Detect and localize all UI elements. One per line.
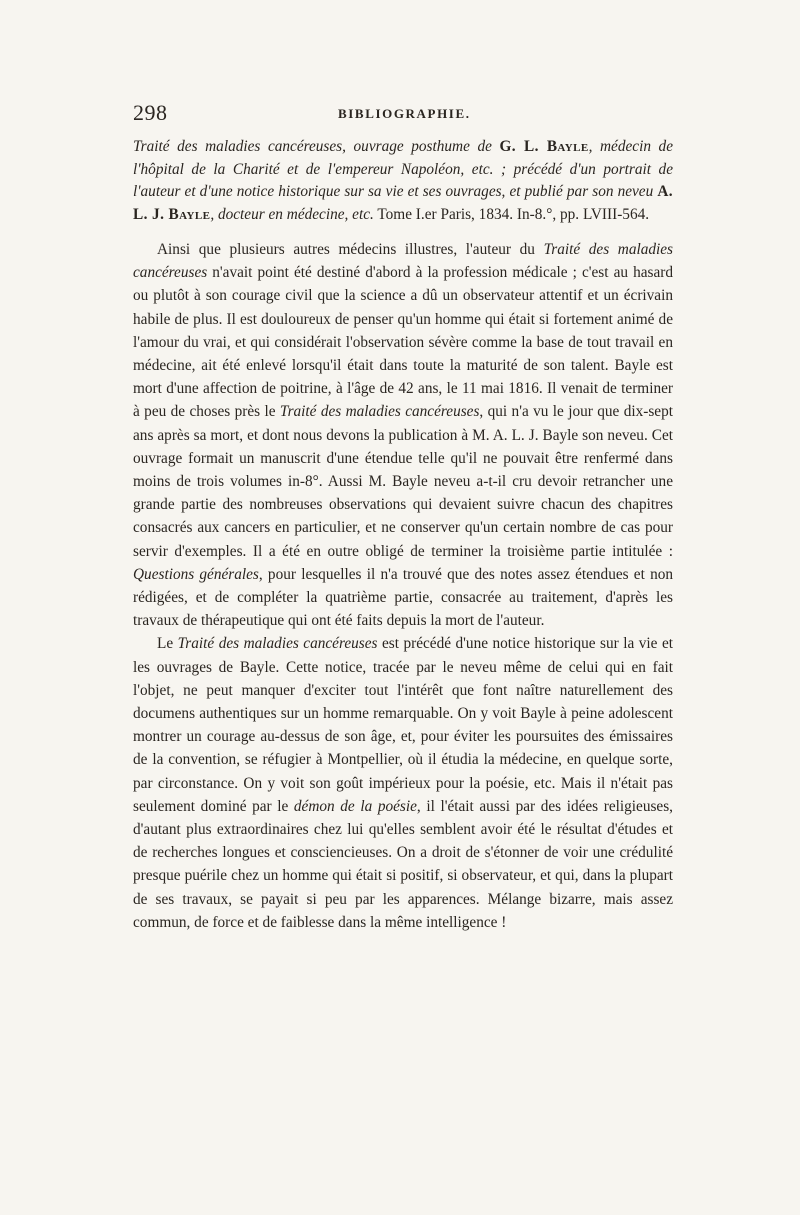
citation-title: Traité des maladies cancéreuses xyxy=(133,138,343,155)
p2-italic-2: démon de la poésie xyxy=(293,797,417,815)
p2-text-2: est précédé d'une notice historique sur la vie et les ouvrages de Bayle. Cette notice, tracée par le neveu même de celui qui en fait l'objet, ne peut manquer d'exciter tout l'intérêt que font naître naturellement des documens authentiques sur un homme remarquable. On y voit Bayle à peine adolescent montrer un courage au-dessus de son âge, et, pour éviter les poursuites des émissaires de la convention, se réfugier à Montpellier, où il étudia la médecine, en quelque sorte, par circonstance. On y voit son goût impérieux pour la poésie, etc. Mais il n'était pas seulement dominé par le xyxy=(133,635,674,815)
p2-italic-1: Traité des maladies cancéreuses xyxy=(177,635,378,653)
p1-text-1: Ainsi que plusieurs autres médecins illustres, l'auteur du xyxy=(157,241,544,258)
citation-text-2: , médecin de l'hôpital de la Charité et de l'empereur Napoléon, etc. ; précédé d'un portrait de l'auteur et d'une notice historique sur sa vie et ses ouvrages, et publié par son neveu xyxy=(133,138,673,200)
page-header xyxy=(133,100,673,136)
citation-author: G. L. Bayle xyxy=(499,138,589,155)
citation-text-3: , docteur en médecine, etc. xyxy=(210,205,374,223)
p1-italic-1: Traité des maladies cancéreuses xyxy=(133,241,674,282)
bibliographic-citation xyxy=(133,136,673,226)
running-head: BIBLIOGRAPHIE. xyxy=(338,106,471,121)
p1-italic-2: Traité des maladies cancéreuses xyxy=(279,403,480,421)
p1-text-3: , qui n'a vu le jour que dix-sept ans après sa mort, et dont nous devons la publication à M. A. L. J. Bayle son neveu. Cet ouvrage formait un manuscrit d'une étendue telle qu'il ne pouvait être renfermé dans moins de trois volumes in-8°. Aussi M. Bayle neveu a-t-il cru devoir retrancher une grande partie des nombreuses observations qui devaient suivre chacun des chapitres consacrés aux cancers en particulier, et ne conserver qu'un certain nombre de cas pour servir d'exemples. Il a été en outre obligé de terminer la troisième partie intitulée : xyxy=(133,403,673,560)
citation-imprint: Tome I.er Paris, 1834. In-8.°, pp. LVIII-564. xyxy=(373,205,650,223)
p2-text-3: , il l'était aussi par des idées religieuses, d'autant plus extraordinaires chez lui qu'elles semblent avoir été le résultat d'études et de recherches longues et consciencieuses. On a droit de s'étonner de voir une crédulité presque puérile chez un homme qui était si positif, si observateur, et qui, dans la plupart de ses travaux, se payait si peu par les apparences. Mélange bizarre, mais assez commun, de force et de faiblesse dans la même intelligence ! xyxy=(133,797,673,931)
page-number: 298 xyxy=(133,100,168,125)
p1-text-4: , pour lesquelles il n'a trouvé que des notes assez étendues et non rédigées, et de compléter la quatrième partie, consacrée au traitement, d'après les travaux de thérapeutique qui ont été faits depuis la mort de l'auteur. xyxy=(133,565,674,630)
body-paragraph-2 xyxy=(133,632,673,934)
body-paragraph-1 xyxy=(133,238,673,632)
book-page xyxy=(133,100,673,934)
citation-editor: A. L. J. Bayle xyxy=(133,183,673,223)
p2-text-1: Le xyxy=(157,635,178,653)
citation-text-1: , ouvrage posthume de xyxy=(342,138,500,155)
p1-italic-3: Questions générales xyxy=(133,565,259,583)
p1-text-2: n'avait point été destiné d'abord à la profession médicale ; c'est au hasard ou plutôt à son courage civil que la science a dû un observateur attentif et un écrivain habile de plus. Il est douloureux de penser qu'un homme qui était si fortement animé de l'amour du vrai, et qui considérait l'observation sévère comme la base de tout travail en médecine, ait été enlevé lorsqu'il était dans toute la maturité de son talent. Bayle est mort d'une affection de poitrine, à l'âge de 42 ans, le 11 mai 1816. Il venait de terminer à peu de choses près le xyxy=(133,264,673,421)
